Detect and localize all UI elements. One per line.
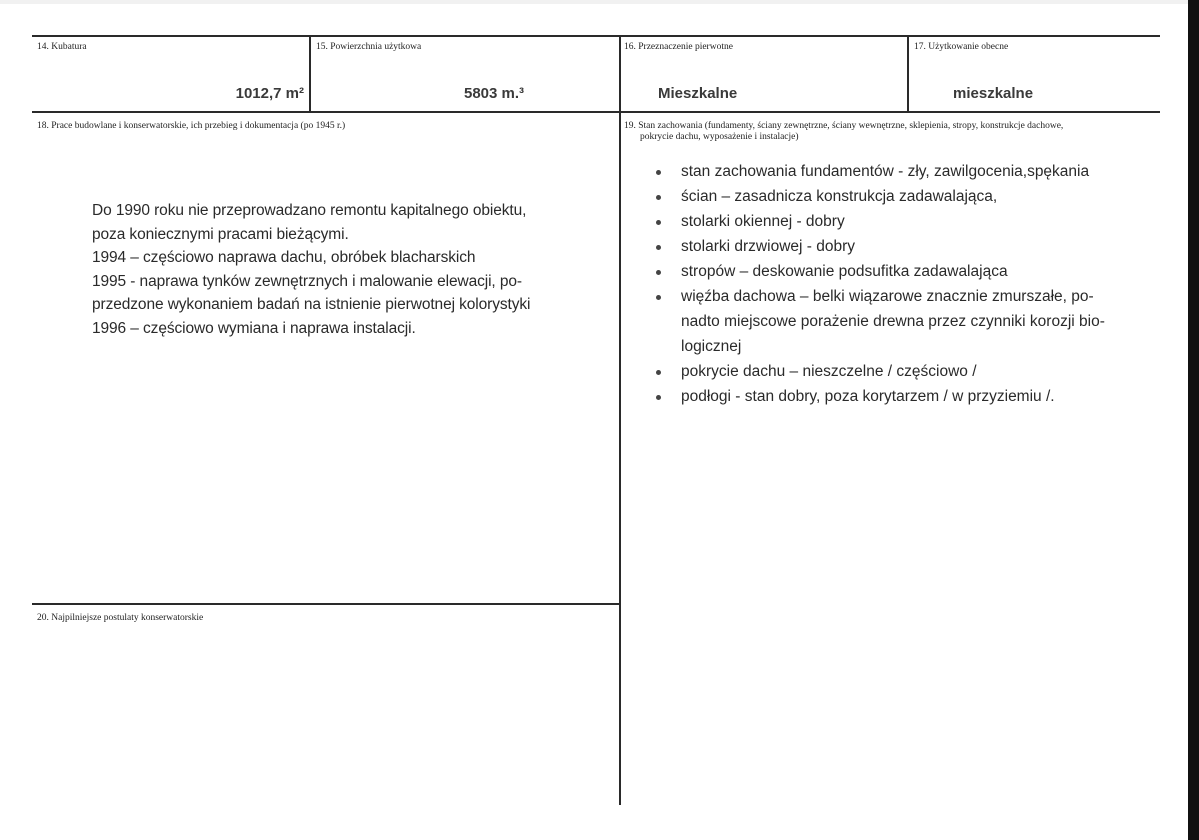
- field-18-label: 18. Prace budowlane i konserwatorskie, ich przebieg i dokumentacja (po 1945 r.): [37, 121, 346, 131]
- divider-16-17: [907, 35, 909, 113]
- divider-14-15: [309, 35, 311, 113]
- page-top-edge: [0, 0, 1199, 4]
- field-14-value: 1012,7 m²: [235, 85, 304, 102]
- condition-item-text: nadto miejscowe porażenie drewna przez czynniki korozji bio-: [681, 313, 1105, 330]
- condition-list: [656, 159, 1105, 409]
- middle-rule: [32, 111, 1160, 113]
- section-20-rule: [32, 603, 621, 605]
- condition-item: [656, 209, 1105, 234]
- condition-item-text: stolarki drzwiowej - dobry: [681, 238, 855, 255]
- field-18-line: poza koniecznymi pracami bieżącymi.: [92, 225, 349, 243]
- field-18-line: Do 1990 roku nie przeprowadzano remontu kapitalnego obiektu,: [92, 202, 527, 219]
- bullet-icon: [656, 170, 661, 175]
- top-rule: [32, 35, 1160, 37]
- condition-item-text: więźba dachowa – belki wiązarowe znacznie zmurszałe, po-: [681, 288, 1094, 305]
- field-19-label-line: pokrycie dachu, wyposażenie i instalacje): [640, 132, 799, 142]
- field-18-line: 1994 – częściowo naprawa dachu, obróbek blacharskich: [92, 249, 476, 266]
- condition-item: [656, 159, 1105, 184]
- bullet-icon: [656, 245, 661, 250]
- field-16-value: Mieszkalne: [658, 85, 738, 102]
- bullet-icon: [656, 395, 661, 400]
- condition-item-text: ścian – zasadnicza konstrukcja zadawalająca,: [681, 188, 998, 205]
- field-19-label: [624, 121, 1063, 143]
- field-15-label: 15. Powierzchnia użytkowa: [316, 42, 422, 52]
- field-18-line: 1996 – częściowo wymiana i naprawa instalacji.: [92, 319, 416, 337]
- bullet-icon: [656, 270, 661, 275]
- bullet-icon: [656, 370, 661, 375]
- condition-item-text: stolarki okiennej - dobry: [681, 213, 845, 230]
- field-15-value: 5803 m.³: [464, 85, 525, 102]
- field-19-label-line: 19. Stan zachowania (fundamenty, ściany zewnętrzne, ściany wewnętrzne, sklepienia, stropy, konstrukcje dachowe,: [624, 121, 1064, 131]
- field-17-label: 17. Użytkowanie obecne: [914, 42, 1009, 52]
- field-18-line: przedzone wykonaniem badań na istnienie pierwotnej kolorystyki: [92, 296, 531, 313]
- condition-item-text: stan zachowania fundamentów - zły, zawilgocenia,spękania: [681, 163, 1090, 180]
- field-17-value: mieszkalne: [953, 85, 1034, 102]
- field-14-label: 14. Kubatura: [37, 42, 87, 52]
- condition-item-text: pokrycie dachu – nieszczelne / częściowo /: [681, 363, 977, 380]
- condition-item-text: stropów – deskowanie podsufitka zadawalająca: [681, 263, 1008, 280]
- field-18-line: 1995 - naprawa tynków zewnętrznych i malowanie elewacji, po-: [92, 272, 522, 290]
- condition-item: [656, 359, 1105, 384]
- condition-item: [656, 234, 1105, 259]
- bullet-icon: [656, 195, 661, 200]
- condition-item: [656, 384, 1105, 409]
- condition-item: [656, 284, 1105, 359]
- condition-item-text: logicznej: [681, 338, 742, 355]
- field-20-label: 20. Najpilniejsze postulaty konserwatorskie: [37, 613, 204, 623]
- divider-15-16: [619, 35, 621, 805]
- condition-item-text: podłogi - stan dobry, poza korytarzem / w przyziemiu /.: [681, 388, 1055, 405]
- field-18-text: [92, 199, 530, 340]
- field-16-label: 16. Przeznaczenie pierwotne: [624, 42, 733, 52]
- condition-item: [656, 259, 1105, 284]
- scan-border: [1188, 0, 1199, 840]
- bullet-icon: [656, 220, 661, 225]
- bullet-icon: [656, 295, 661, 300]
- condition-item: [656, 184, 1105, 209]
